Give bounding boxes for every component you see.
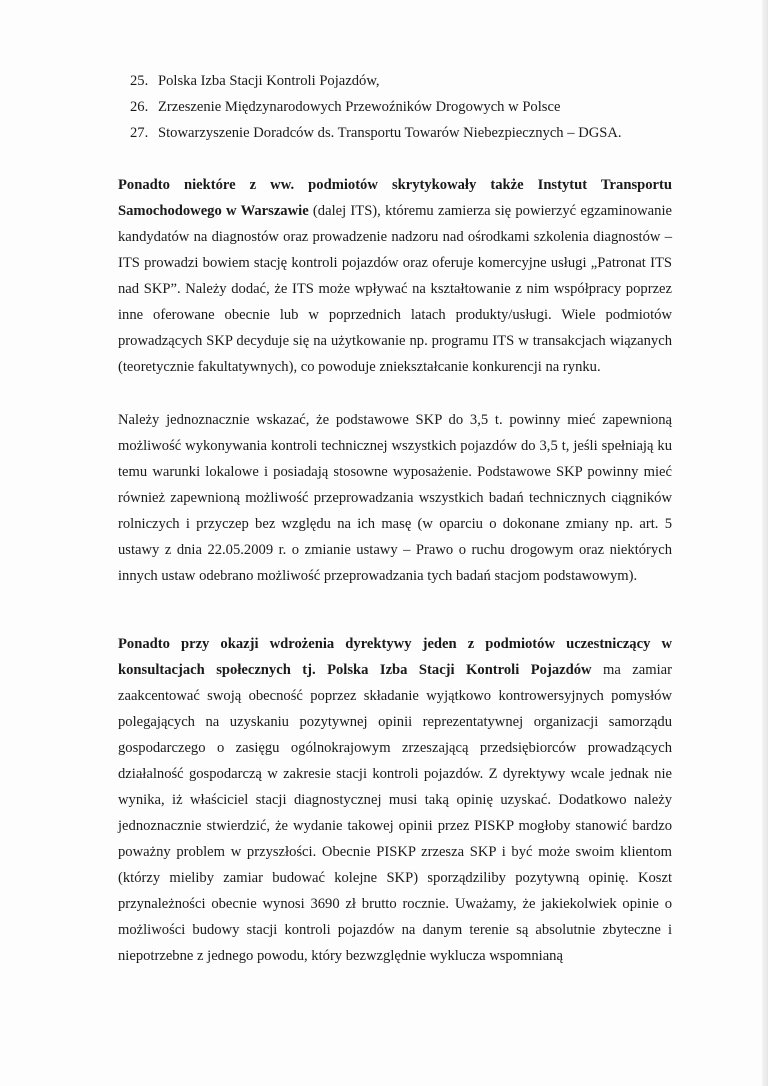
list-item-text: Polska Izba Stacji Kontroli Pojazdów, xyxy=(158,73,380,89)
paragraph-its-criticism xyxy=(118,172,672,380)
list-item-number: 26. xyxy=(130,99,149,115)
paragraph-piskp-opinion xyxy=(118,631,672,969)
paragraph-bold-lead: Ponadto niektóre z ww. podmiotów skrytykowały także Instytut Transportu Samochodowego w Warszawie xyxy=(118,177,672,219)
paragraph-basic-skp xyxy=(118,407,672,589)
list-item xyxy=(130,94,690,120)
list-item-number: 25. xyxy=(130,73,149,89)
list-item-text: Stowarzyszenie Doradców ds. Transportu Towarów Niebezpiecznych – DGSA. xyxy=(158,125,622,141)
paragraph-body: ma zamiar zaakcentować swoją obecność poprzez składanie wyjątkowo kontrowersyjnych pomysłów polegających na uzyskaniu pozytywnej opinii reprezentatywnej organizacji samorządu gospodarczego o zasięgu ogólnokrajowym zrzeszającą przedsiębiorców prowadzących działalność gospodarczą w zakresie stacji kontroli pojazdów. Z dyrektywy wcale jednak nie wynika, iż właściciel stacji diagnostycznej musi taką opinię uzyskać. Dodatkowo należy jednoznacznie stwierdzić, że wydanie takowej opinii przez PISKP mogłoby stanowić bardzo poważny problem w przyszłości. Obecnie PISKP zrzesza SKP i być może swoim klientom (którzy mieliby zamiar budować kolejne SKP) sporządziliby pozytywną opinię. Koszt przynależności obecnie wynosi 3690 zł brutto rocznie. Uważamy, że jakiekolwiek opinie o możliwości budowy stacji kontroli pojazdów na danym terenie są absolutnie zbyteczne i niepotrzebne z jednego powodu, który bezwzględnie wyklucza wspomnianą xyxy=(118,662,672,964)
scan-edge-shadow xyxy=(762,0,768,1086)
list-item xyxy=(130,68,690,94)
paragraph-bold-lead: Ponadto przy okazji wdrożenia dyrektywy jeden z podmiotów uczestniczący w konsultacjach społecznych tj. Polska Izba Stacji Kontroli Pojazdów xyxy=(118,636,672,678)
list-item-text: Zrzeszenie Międzynarodowych Przewoźników Drogowych w Polsce xyxy=(158,99,561,115)
organization-list xyxy=(130,68,690,146)
paragraph-body: Należy jednoznacznie wskazać, że podstawowe SKP do 3,5 t. powinny mieć zapewnioną możliwość wykonywania kontroli technicznej wszystkich pojazdów do 3,5 t, jeśli spełniają ku temu warunki lokalowe i posiadają stosowne wyposażenie. Podstawowe SKP powinny mieć również zapewnioną możliwość przeprowadzania wszystkich badań technicznych ciągników rolniczych i przyczep bez względu na ich masę (w oparciu o dokonane zmiany np. art. 5 ustawy z dnia 22.05.2009 r. o zmianie ustawy – Prawo o ruchu drogowym oraz niektórych innych ustaw odebrano możliwość przeprowadzania tych badań stacjom podstawowym). xyxy=(118,412,672,584)
list-item-number: 27. xyxy=(130,125,149,141)
paragraph-body: (dalej ITS), któremu zamierza się powierzyć egzaminowanie kandydatów na diagnostów oraz prowadzenie nadzoru nad ośrodkami szkolenia diagnostów – ITS prowadzi bowiem stację kontroli pojazdów oraz oferuje komercyjne usługi „Patronat ITS nad SKP”. Należy dodać, że ITS może wpływać na kształtowanie z nim współpracy poprzez inne oferowane obecnie lub w poprzednich latach produkty/usługi. Wiele podmiotów prowadzących SKP decyduje się na użytkowanie np. programu ITS w transakcjach wiązanych (teoretycznie fakultatywnych), co powoduje zniekształcanie konkurencji na rynku. xyxy=(118,203,672,375)
list-item xyxy=(130,120,690,146)
